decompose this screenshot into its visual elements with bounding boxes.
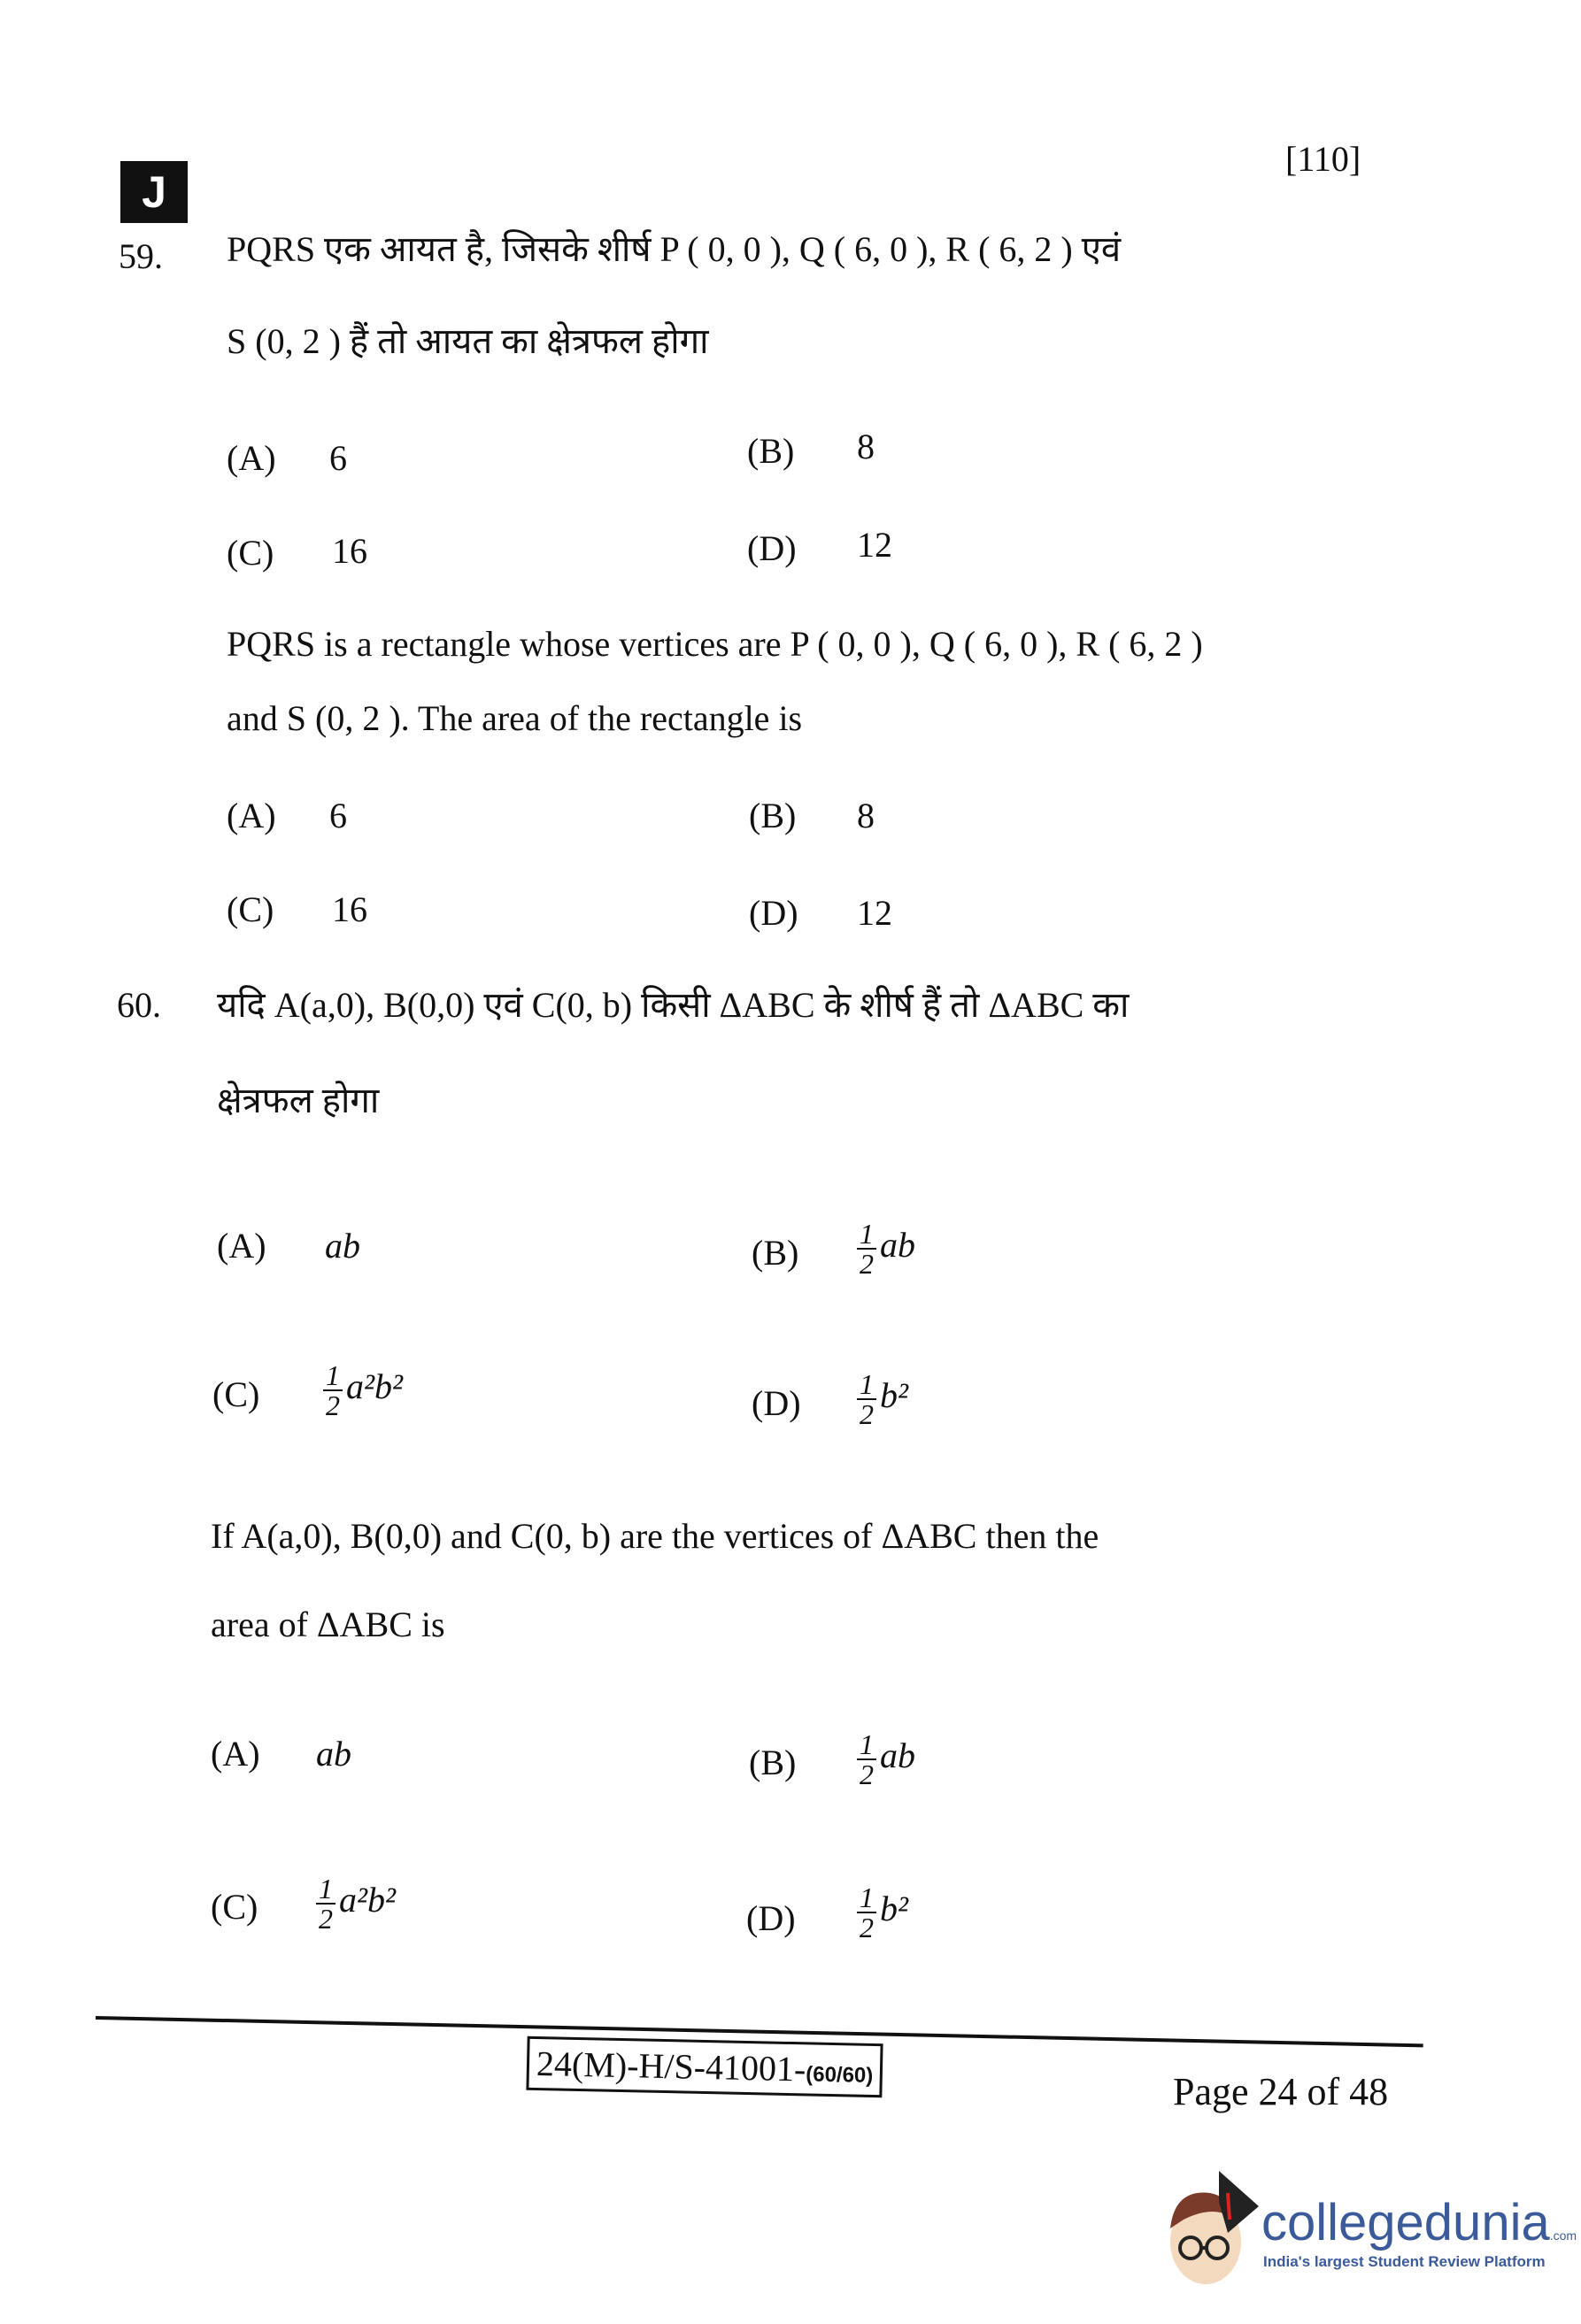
option-label: (A) [227,796,276,835]
option-value: 16 [332,889,367,929]
option-value: ab [316,1734,351,1774]
question-text-english: and S (0, 2 ). The area of the rectangle is [227,698,803,738]
watermark-brand: collegedunia.com [1261,2194,1577,2251]
question-text-english: If A(a,0), B(0,0) and C(0, b) are the vertices of ΔABC then the [211,1516,1099,1556]
option-value: $\frac{1}{2}$ a²b² [323,1361,403,1420]
option-label: (C) [227,533,274,573]
option-label: (B) [747,431,795,471]
option-label: (B) [749,796,797,835]
option-value: 8 [857,796,875,835]
set-code-badge: J [120,161,188,223]
option-label: (C) [212,1374,260,1414]
option-value: $\frac{1}{2}$ b² [857,1370,908,1428]
option-label: (B) [749,1743,797,1782]
option-value: 16 [332,531,367,571]
page-number: Page 24 of 48 [1173,2070,1389,2113]
option-value: ab [325,1226,360,1266]
option-label: (D) [752,1383,801,1423]
question-text-hindi: क्षेत्रफल होगा [217,1081,380,1120]
question-text-hindi: S (0, 2 ) हैं तो आयत का क्षेत्रफल होगा [227,321,709,361]
option-value: 8 [857,427,875,466]
question-text-english: area of ΔABC is [211,1604,445,1644]
option-label: (A) [217,1226,266,1266]
mascot-logo-icon [1157,2166,1263,2290]
question-text-hindi: यदि A(a,0), B(0,0) एवं C(0, b) किसी ΔABC के शीर्ष हैं तो ΔABC का [217,985,1130,1025]
option-label: (C) [227,889,274,929]
option-value: 12 [857,525,892,565]
question-number: 59. [119,236,163,276]
option-value: $\frac{1}{2}$ ab [857,1730,915,1789]
watermark-tagline: India's largest Student Review Platform [1263,2253,1546,2270]
option-label: (B) [752,1233,799,1273]
option-label: (A) [211,1734,260,1774]
option-label: (D) [746,1898,796,1938]
question-number: 60. [117,985,161,1025]
question-text-english: PQRS is a rectangle whose vertices are P ( 0, 0 ), Q ( 6, 0 ), R ( 6, 2 ) [227,624,1203,664]
option-value: $\frac{1}{2}$ ab [857,1220,915,1278]
option-value: 6 [329,796,347,835]
option-value: 12 [857,893,892,933]
option-label: (C) [211,1887,258,1927]
paper-code-box: 24(M)-H/S-41001-(60/60) [526,2036,883,2097]
option-value: $\frac{1}{2}$ a²b² [316,1874,396,1933]
option-label: (A) [227,438,276,478]
page-reference: [110] [1285,139,1361,179]
question-text-hindi: PQRS एक आयत है, जिसके शीर्ष P ( 0, 0 ), Q ( 6, 0 ), R ( 6, 2 ) एवं [227,229,1122,269]
option-label: (D) [749,893,798,933]
option-value: $\frac{1}{2}$ b² [857,1883,908,1942]
option-label: (D) [747,528,797,568]
option-value: 6 [329,438,347,478]
